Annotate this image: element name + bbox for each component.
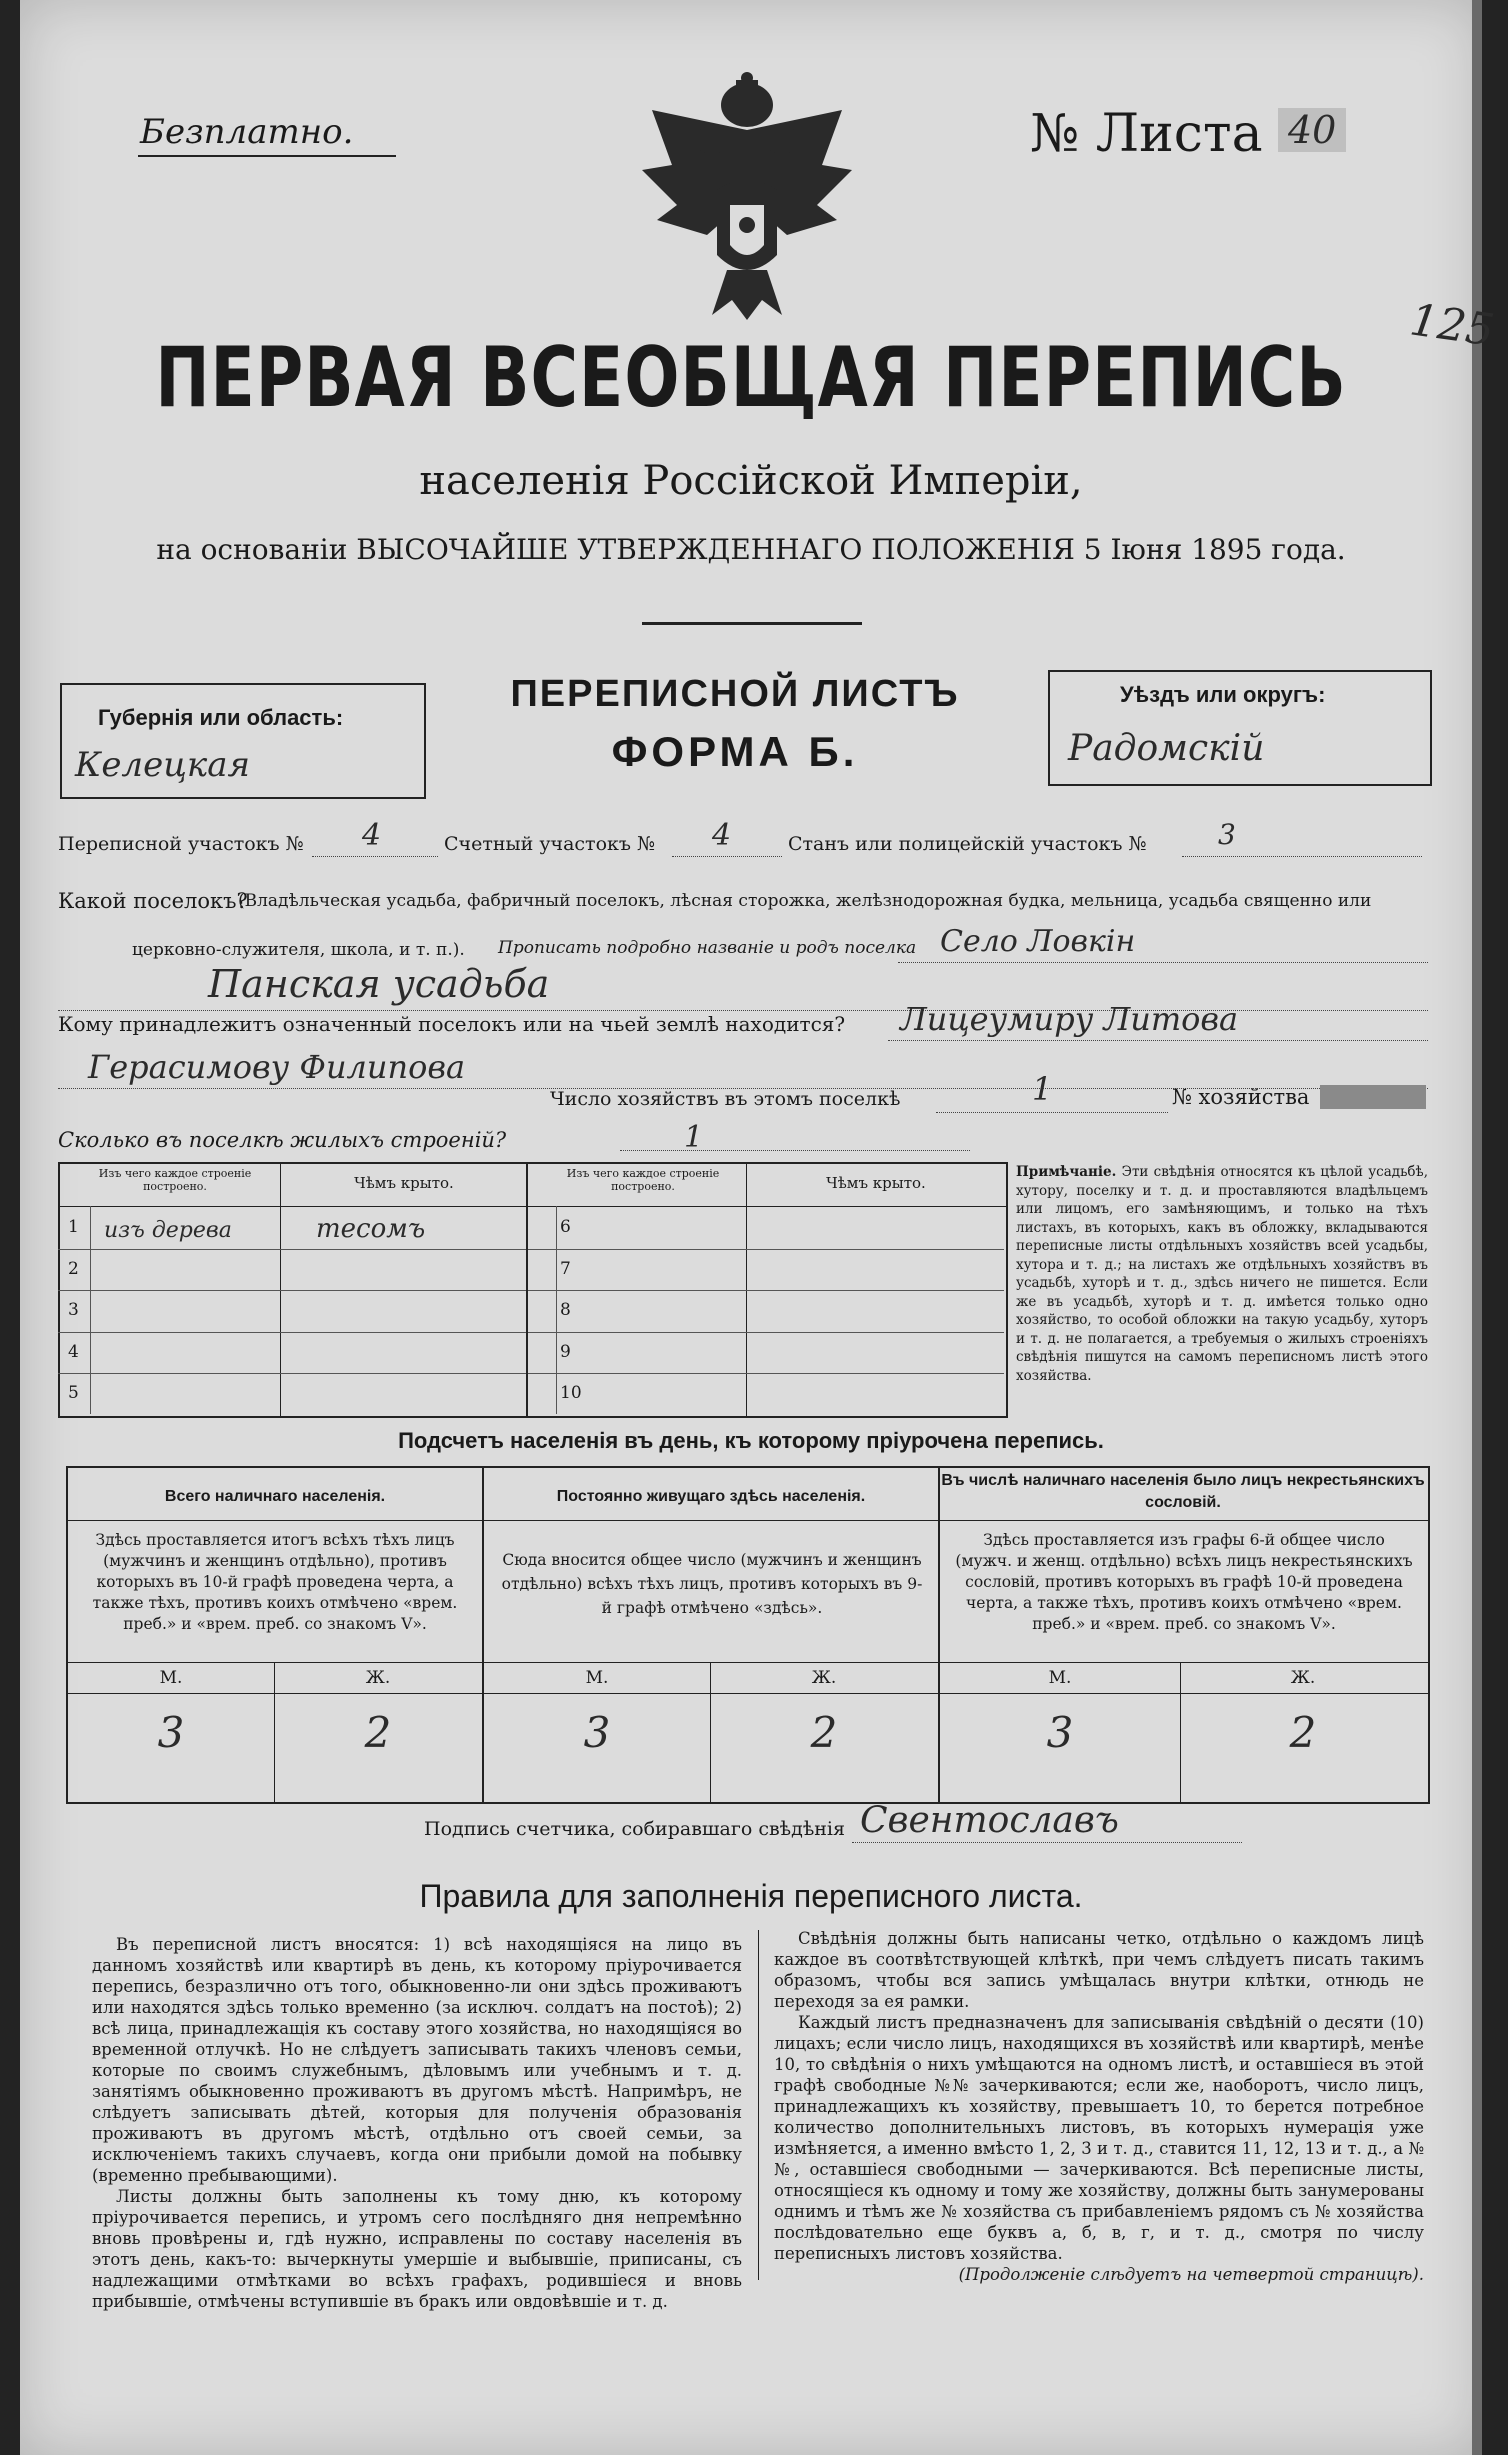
census-area-label: Переписной участокъ №: [58, 833, 304, 855]
stan-label: Станъ или полицейскій участокъ №: [788, 833, 1147, 855]
note-text: Эти свѣдѣнія относятся къ цѣлой усадьбѣ, хутору, поселку и т. д. и проставляются владѣльцемъ или лицомъ, его замѣняющимъ, и только на тѣхъ листахъ, въ которыхъ, какъ въ обложку, вкладываются переписные листы отдѣльныхъ хозяйствъ всей усадьбы, хутора и т. д.; на листахъ же отдѣльныхъ хозяйствъ въ усадьбѣ, хуторѣ и т. д., здѣсь ничего не пишется. Если же въ усадьбѣ, хуторѣ и т. д. имѣется только одно хозяйство, то особой обложки на такую усадьбу, хуторъ и т. д. не полагается, а требуемыя о жилыхъ строеніяхъ свѣдѣнія пишутся на самомъ переписномъ листѣ этого хозяйства.: [1016, 1164, 1428, 1384]
pop-mf-rule: [66, 1693, 1428, 1694]
building-row-number: 5: [68, 1383, 79, 1403]
pop-col3-title: Въ числѣ наличнаго населенія было лицъ некрестьянскихъ сословій.: [941, 1472, 1425, 1511]
page-subtitle: населенія Россійской Имперіи,: [419, 458, 1083, 504]
sheet-number-value: 40: [1278, 108, 1346, 152]
male-label: М.: [159, 1668, 183, 1688]
rules-right-col: [774, 1928, 1424, 2285]
male-label: М.: [585, 1668, 609, 1688]
buildings-table-middle: [526, 1162, 528, 1416]
building-row-rule-left-col: [90, 1206, 91, 1414]
imperial-eagle-icon: [632, 70, 862, 320]
pop-col3-text: Здѣсь проставляется изъ графы 6-й общее число (мужч. и женщ. отдѣльно) всѣхъ лицъ некрестьянскихъ сословій, противъ которыхъ въ графѣ 10-й проведена черта, а также тѣхъ, противъ коихъ отмѣчено «врем. преб.» и «врем. преб. со знакомъ V».: [955, 1531, 1413, 1633]
settlement-label: Какой поселокъ?: [58, 889, 248, 913]
pop-col1-text: Здѣсь проставляется итогъ всѣхъ тѣхъ лицъ (мужчинъ и женщинъ отдѣльно), противъ которыхъ въ 10-й графѣ проведена черта, а также тѣхъ, противъ коихъ отмѣчено «врем. преб.» и «врем. преб. со знакомъ V».: [92, 1531, 458, 1633]
building-row-number: 10: [560, 1383, 582, 1403]
owner-label: Кому принадлежитъ означенный поселокъ или на чьей землѣ находится?: [58, 1012, 846, 1036]
building-row-number: 3: [68, 1300, 79, 1320]
signature-label: Подпись счетчика, собиравшаго свѣдѣнія: [424, 1818, 845, 1840]
building-row-number: 1: [68, 1217, 79, 1237]
rules-right-p2: Каждый листъ предназначенъ для записыванія свѣдѣній о десяти (10) лицахъ; если число лицъ, находящихся въ хозяйствѣ или квартирѣ, менѣе 10, то свѣдѣнія о нихъ умѣщаются на одномъ листѣ, и оставшіеся въ этой графѣ свободные №№ зачеркиваются; если же, наоборотъ, число лицъ, принадлежащихъ къ хозяйству, превышаетъ 10, то берется потребное количество дополнительныхъ листовъ, въ которыхъ нумерація уже измѣняется, а именно вмѣсто 1, 2, 3 и т. д., ставится 11, 12, 13 и т. д., а №№, оставшіеся свободными — зачеркиваются. Всѣ переписные листы, относящіеся къ одному и тому же хозяйству, должны быть занумерованы однимъ и тѣмъ же № хозяйства съ прибавленіемъ рядомъ съ № хозяйства послѣдовательно еще буквъ а, б, в, г, и т. д., смотря по числу переписныхъ листовъ хозяйства.: [774, 2013, 1424, 2263]
note-title: Примѣчаніе.: [1016, 1164, 1117, 1180]
buildings-label: Сколько въ поселкѣ жилыхъ строеній?: [58, 1128, 507, 1152]
population-value: 3: [1046, 1708, 1074, 1757]
settlement-hint2: церковно-служителя, школа, и т. п.).: [132, 940, 465, 960]
stan-line: [1182, 856, 1422, 857]
settlement-value2: Панская усадьба: [208, 962, 550, 1006]
form-title: ПЕРЕПИСНОЙ ЛИСТЪ: [510, 673, 960, 715]
building-row-rule: [528, 1249, 1004, 1250]
owner-value2: Герасимову Филипова: [88, 1048, 466, 1086]
census-area-value: 4: [362, 818, 382, 853]
population-value: 2: [1289, 1708, 1317, 1757]
buildings-table-header-rule: [58, 1206, 1006, 1207]
rules-heading: Правила для заполненія переписного листа.: [419, 1878, 1083, 1914]
pop-text-rule: [66, 1662, 1428, 1663]
basis-line: на основаніи ВЫСОЧАЙШЕ УТВЕРЖДЕННАГО ПОЛОЖЕНІЯ 5 Іюня 1895 года.: [156, 533, 1346, 566]
owner-line1: [888, 1040, 1428, 1041]
province-label: Губернія или область:: [98, 705, 344, 730]
female-label: Ж.: [811, 1668, 837, 1688]
rules-continued: (Продолженіе слѣдуетъ на четвертой страницѣ).: [958, 2265, 1424, 2284]
building-row-rule: [58, 1290, 526, 1291]
owner-value1: Лицеумиру Литова: [900, 1000, 1239, 1038]
household-no-label: № хозяйства: [1172, 1085, 1310, 1109]
rules-left-p2: Листы должны быть заполнены къ тому дню, къ которому пріурочивается перепись, и утромъ сего послѣдняго дня непремѣнно вновь провѣрены и, гдѣ нужно, исправлены по составу населенія въ этотъ день, какъ-то: вычеркнуты умершіе и выбывшіе, приписаны, съ надлежащими отмѣтками во всѣхъ графахъ, родившіеся и вновь прибывшіе, отмѣчены вступившіе въ бракъ или овдовѣвшіе и т. д.: [92, 2187, 742, 2311]
building-row-number: 4: [68, 1341, 79, 1362]
rules-left-p1: Въ переписной листъ вносятся: 1) всѣ находящіяся на лицо въ данномъ хозяйствѣ или квартирѣ въ день, къ которому пріурочивается перепись, безразлично отъ того, обыкновенно-ли они здѣсь проживаютъ или находятся здѣсь только временно (за исключ. солдатъ на постоѣ); 2) всѣ лица, принадлежащія къ составу этого хозяйства, но находящіяся во временной отлучкѣ. Но не слѣдуетъ записывать такихъ членовъ семьи, которые по своимъ служебнымъ, дѣловымъ или учебнымъ и т. д. занятіямъ обыкновенно проживаютъ въ другомъ мѣстѣ. Напримѣръ, не слѣдуетъ записывать дѣтей, которыя для полученія образованія проживаютъ въ другомъ мѣстѣ, отдѣльно отъ своей семьи, за исключеніемъ такихъ случаевъ, когда они прибыли домой на побывку (временно пребывающими).: [92, 1935, 742, 2185]
district-value: Радомскій: [1068, 728, 1265, 769]
rules-right-p1: Свѣдѣнія должны быть написаны четко, отдѣльно о каждомъ лицѣ каждое въ соотвѣтствующей клѣткѣ, при чемъ слѣдуетъ писать такимъ образомъ, чтобы вся запись умѣщалась внутри клѣтки, отнюдь не переходя за ея рамки.: [774, 1929, 1424, 2011]
building-row-rule: [528, 1290, 1004, 1291]
female-label: Ж.: [1290, 1668, 1316, 1688]
population-value: 3: [583, 1708, 611, 1757]
population-heading: Подсчетъ населенія въ день, къ которому пріурочена перепись.: [398, 1428, 1104, 1453]
signature-line: [852, 1842, 1242, 1843]
buildings-col1-right: Изъ чего каждое строеніе построено.: [566, 1167, 720, 1193]
building-row-rule-right-col: [556, 1206, 557, 1414]
settlement-instruction: Прописать подробно названіе и родъ поселка: [498, 938, 917, 958]
province-value: Келецкая: [75, 745, 251, 785]
stan-value: 3: [1218, 818, 1236, 851]
building-row-rule: [58, 1373, 526, 1374]
households-label: Число хозяйствъ въ этомъ поселкѣ: [550, 1088, 901, 1110]
households-line: [936, 1112, 1168, 1113]
population-value: 2: [810, 1708, 838, 1757]
building-row-number: 2: [68, 1258, 79, 1279]
row1-roof: тесомъ: [316, 1214, 426, 1244]
page-title: ПЕРВАЯ ВСЕОБЩАЯ ПЕРЕПИСЬ: [155, 328, 1347, 426]
building-row-rule: [58, 1249, 526, 1250]
population-value: 3: [157, 1708, 185, 1757]
buildings-line: [620, 1150, 970, 1151]
divider-rule: [642, 622, 862, 625]
rules-left-col: [92, 1934, 742, 2312]
settlement-hint: (Владѣльческая усадьба, фабричный поселокъ, лѣсная сторожка, желѣзнодорожная будка, мельница, усадьба священно или: [238, 891, 1372, 911]
building-row-number: 8: [560, 1300, 571, 1320]
buildings-table-col-right: [746, 1162, 747, 1416]
district-label: Уѣздъ или округъ:: [1120, 682, 1326, 707]
settlement-line1: [898, 962, 1428, 963]
population-value: 2: [364, 1708, 392, 1757]
buildings-col1-left: Изъ чего каждое строеніе построено.: [98, 1167, 252, 1193]
free-label: Безплатно.: [140, 112, 354, 152]
building-row-number: 9: [560, 1341, 571, 1362]
counting-area-value: 4: [712, 818, 732, 853]
rules-divider: [758, 1930, 759, 2280]
pop-col1-title: Всего наличнаго населенія.: [164, 1488, 386, 1505]
census-sheet: [20, 0, 1498, 2455]
buildings-value: 1: [684, 1120, 704, 1155]
building-row-number: 7: [560, 1258, 571, 1279]
building-row-rule: [528, 1332, 1004, 1333]
note-block: [1016, 1163, 1428, 1385]
row1-material: изъ дерева: [104, 1218, 232, 1243]
households-value: 1: [1032, 1070, 1053, 1108]
form-name: ФОРМА Б.: [611, 728, 859, 775]
free-label-underline: [138, 155, 396, 157]
counting-area-label: Счетный участокъ №: [444, 833, 655, 855]
pop-col2-text: Сюда вносится общее число (мужчинъ и женщинъ отдѣльно) всѣхъ тѣхъ лицъ, противъ которыхъ въ 9-й графѣ отмѣчено «здѣсь».: [501, 1551, 923, 1617]
household-no-redaction: [1320, 1085, 1426, 1109]
building-row-rule: [58, 1332, 526, 1333]
buildings-col2-left: Чѣмъ крыто.: [354, 1174, 454, 1192]
settlement-value1: Село Ловкін: [940, 924, 1136, 959]
pop-col2-title: Постоянно живущаго здѣсь населенія.: [556, 1488, 866, 1505]
buildings-table-col-left: [280, 1162, 281, 1416]
building-row-number: 6: [560, 1217, 571, 1237]
female-label: Ж.: [365, 1668, 391, 1688]
male-label: М.: [1048, 1668, 1072, 1688]
counting-area-line: [672, 856, 782, 857]
margin-number: 125: [1406, 294, 1498, 357]
building-row-rule: [528, 1373, 1004, 1374]
buildings-col2-right: Чѣмъ крыто.: [826, 1174, 926, 1192]
census-area-line: [312, 856, 438, 857]
signature-value: Свентославъ: [860, 1800, 1119, 1841]
pop-header-rule: [66, 1520, 1428, 1521]
sheet-number-label: № Листа: [1030, 104, 1263, 164]
